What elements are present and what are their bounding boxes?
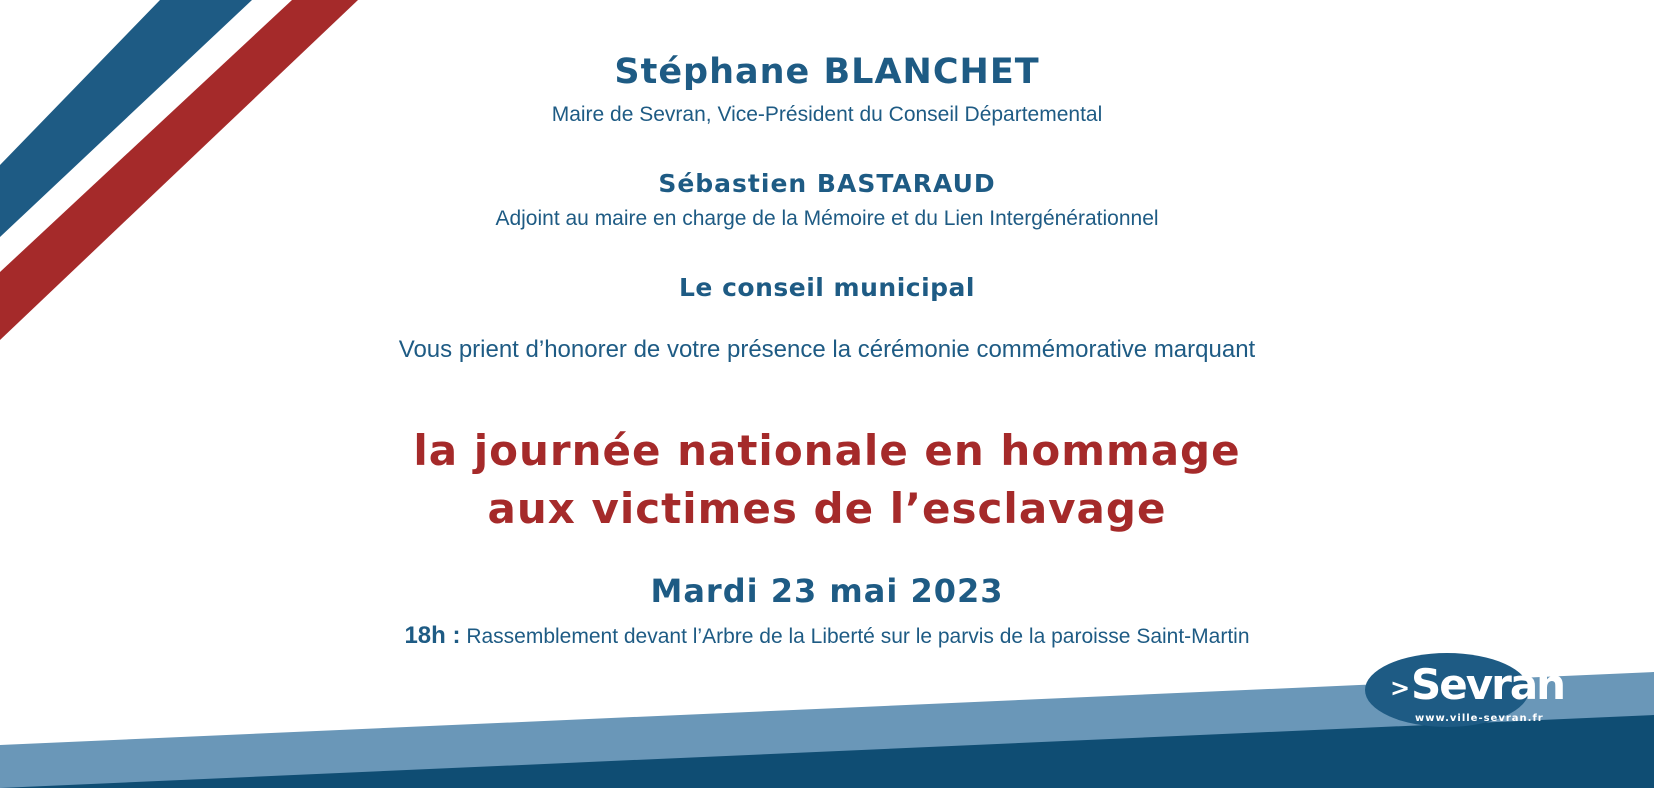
- deputy-name: Sébastien BASTARAUD: [658, 169, 996, 198]
- event-description: Rassemblement devant l’Arbre de la Liberté sur le parvis de la paroisse Saint-Martin: [466, 625, 1250, 648]
- event-title-line1: la journée nationale en hommage: [413, 426, 1241, 475]
- event-date: Mardi 23 mai 2023: [650, 572, 1004, 610]
- host-role: Maire de Sevran, Vice-Président du Conseil Départemental: [551, 103, 1103, 126]
- logo-chevron: >: [1390, 674, 1411, 702]
- logo-url: www.ville-sevran.fr: [1415, 713, 1544, 724]
- host-name: Stéphane BLANCHET: [614, 52, 1040, 92]
- logo-wordmark: Sevran: [1411, 660, 1565, 709]
- event-time: 18h :: [404, 622, 461, 649]
- council-label: Le conseil municipal: [679, 273, 975, 302]
- invitation-text: Vous prient d’honorer de votre présence la cérémonie commémorative marquant: [398, 336, 1256, 363]
- deputy-role: Adjoint au maire en charge de la Mémoire et du Lien Intergénérationnel: [495, 207, 1159, 230]
- event-title-line2: aux victimes de l’esclavage: [487, 484, 1167, 533]
- sevran-logo: [1365, 650, 1635, 740]
